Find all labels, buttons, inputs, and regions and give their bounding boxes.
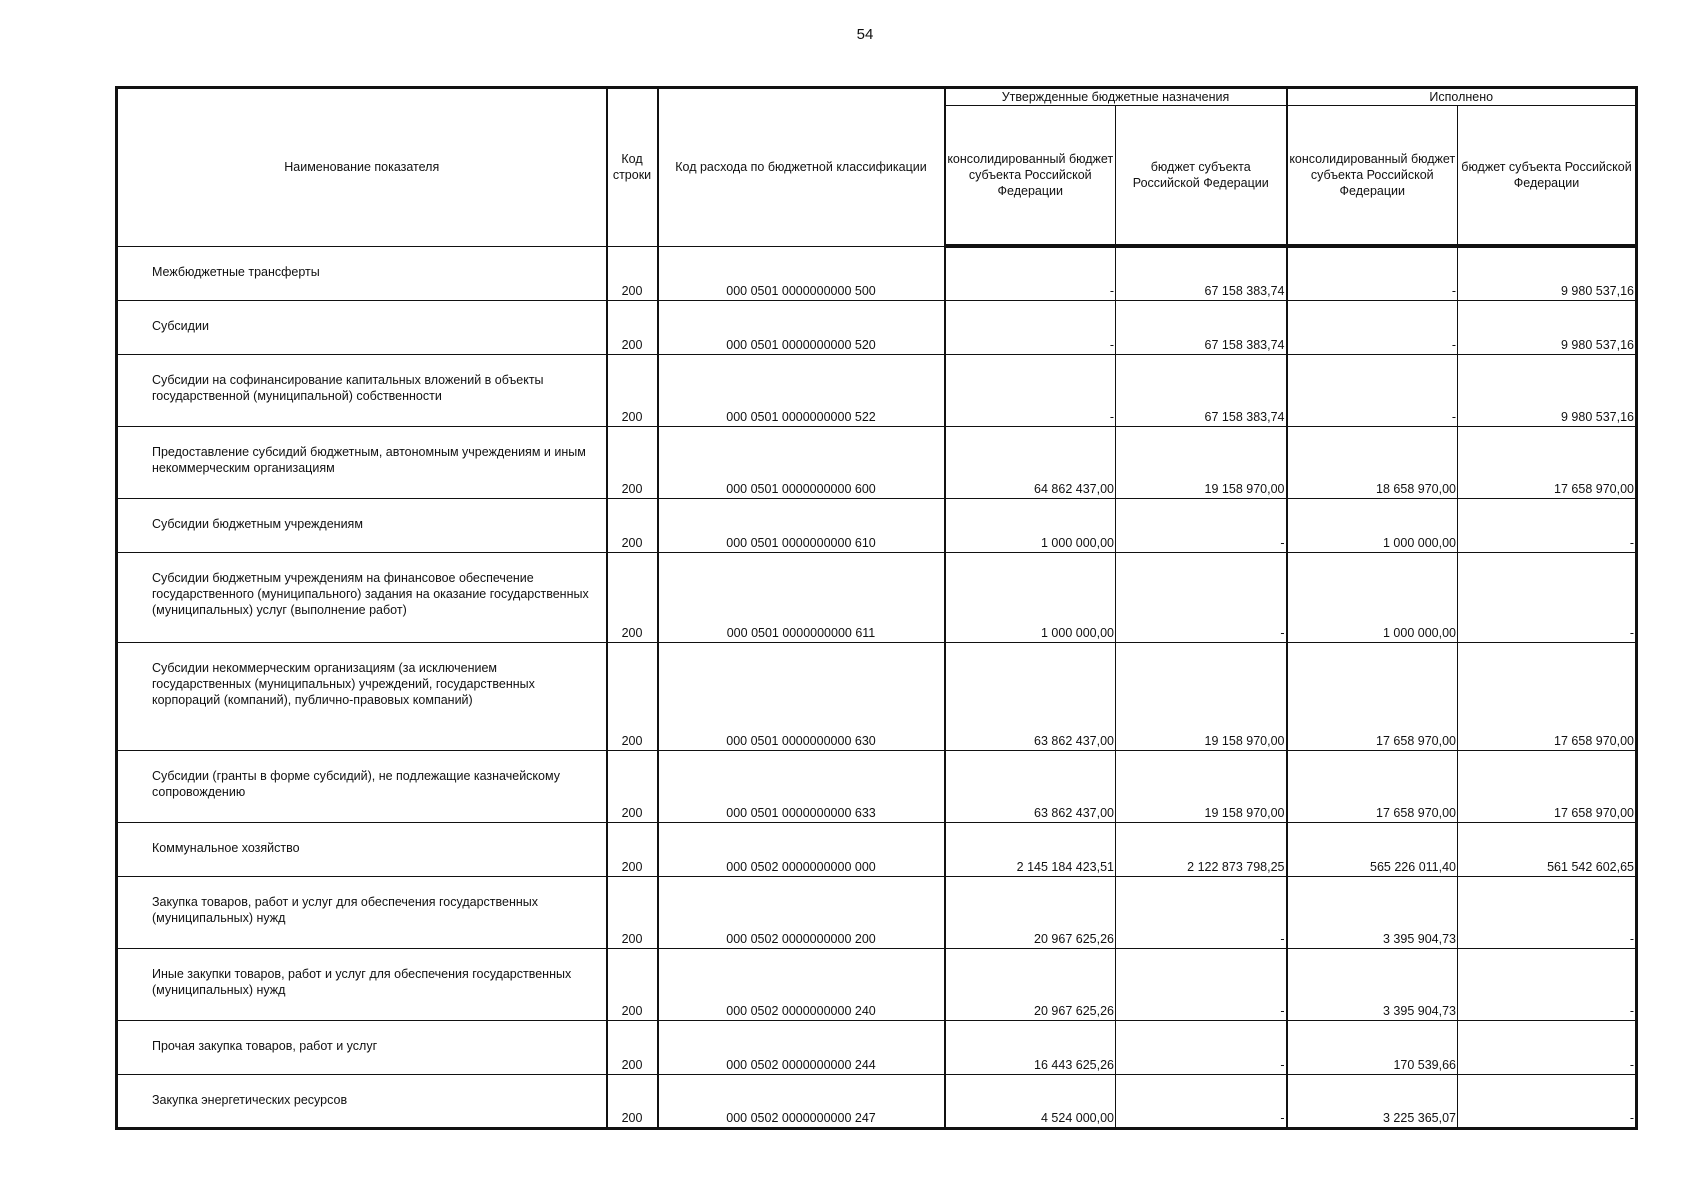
executed-consolidated: - [1287,300,1458,354]
table-row [117,1074,1637,1128]
executed-consolidated: 565 226 011,40 [1287,822,1458,876]
approved-subject: 19 158 970,00 [1116,642,1287,750]
header-executed-group: Исполнено [1287,88,1637,106]
executed-consolidated: 3 395 904,73 [1287,876,1458,948]
indicator-name: Субсидии [117,300,607,354]
expense-code: 000 0502 0000000000 247 [658,1074,945,1128]
approved-subject: - [1116,552,1287,642]
expense-code: 000 0501 0000000000 610 [658,498,945,552]
page-number: 54 [856,26,874,43]
line-code: 200 [607,498,658,552]
executed-consolidated: 17 658 970,00 [1287,642,1458,750]
executed-subject: - [1458,498,1637,552]
approved-consolidated: 1 000 000,00 [945,498,1116,552]
table-row [117,354,1637,426]
executed-consolidated: 1 000 000,00 [1287,498,1458,552]
executed-consolidated: 3 395 904,73 [1287,948,1458,1020]
approved-subject: - [1116,948,1287,1020]
executed-subject: 561 542 602,65 [1458,822,1637,876]
line-code: 200 [607,354,658,426]
expense-code: 000 0501 0000000000 522 [658,354,945,426]
expense-code: 000 0501 0000000000 633 [658,750,945,822]
header-line-code: Код строки [607,88,658,247]
approved-consolidated: - [945,354,1116,426]
executed-subject: - [1458,876,1637,948]
indicator-name: Закупка энергетических ресурсов [117,1074,607,1128]
approved-subject: - [1116,876,1287,948]
table-header [117,88,1637,247]
approved-subject: 2 122 873 798,25 [1116,822,1287,876]
approved-consolidated: 1 000 000,00 [945,552,1116,642]
line-code: 200 [607,750,658,822]
approved-subject: 19 158 970,00 [1116,750,1287,822]
table-row [117,822,1637,876]
executed-subject: - [1458,552,1637,642]
executed-subject: 9 980 537,16 [1458,246,1637,300]
executed-consolidated: 18 658 970,00 [1287,426,1458,498]
header-executed-consolidated: консолидированный бюджет субъекта Российской Федерации [1287,106,1458,247]
approved-consolidated: 64 862 437,00 [945,426,1116,498]
budget-report-table [115,86,1638,1130]
executed-consolidated: 170 539,66 [1287,1020,1458,1074]
line-code: 200 [607,948,658,1020]
executed-subject: - [1458,1074,1637,1128]
approved-consolidated: 63 862 437,00 [945,750,1116,822]
line-code: 200 [607,300,658,354]
approved-consolidated: 63 862 437,00 [945,642,1116,750]
indicator-name: Иные закупки товаров, работ и услуг для обеспечения государственных (муниципальных) нужд [117,948,607,1020]
executed-subject: 17 658 970,00 [1458,426,1637,498]
approved-consolidated: 16 443 625,26 [945,1020,1116,1074]
line-code: 200 [607,426,658,498]
table-row [117,246,1637,300]
approved-consolidated: 20 967 625,26 [945,948,1116,1020]
header-approved-consolidated: консолидированный бюджет субъекта Российской Федерации [945,106,1116,247]
indicator-name: Межбюджетные трансферты [117,246,607,300]
executed-consolidated: 3 225 365,07 [1287,1074,1458,1128]
approved-subject: 67 158 383,74 [1116,246,1287,300]
indicator-name: Субсидии некоммерческим организациям (за исключением государственных (муниципальных) учреждений, государственных корпораций (компаний), публично-правовых компаний) [117,642,607,750]
expense-code: 000 0501 0000000000 611 [658,552,945,642]
executed-consolidated: 1 000 000,00 [1287,552,1458,642]
table-row [117,426,1637,498]
header-approved-subject: бюджет субъекта Российской Федерации [1116,106,1287,247]
approved-subject: 19 158 970,00 [1116,426,1287,498]
table-body [117,246,1637,1128]
table-row [117,750,1637,822]
executed-subject: 9 980 537,16 [1458,300,1637,354]
header-approved-group: Утвержденные бюджетные назначения [945,88,1287,106]
executed-subject: 9 980 537,16 [1458,354,1637,426]
line-code: 200 [607,246,658,300]
approved-consolidated: 2 145 184 423,51 [945,822,1116,876]
expense-code: 000 0502 0000000000 244 [658,1020,945,1074]
approved-consolidated: 4 524 000,00 [945,1074,1116,1128]
indicator-name: Субсидии (гранты в форме субсидий), не подлежащие казначейскому сопровождению [117,750,607,822]
expense-code: 000 0501 0000000000 630 [658,642,945,750]
executed-consolidated: - [1287,354,1458,426]
table-row [117,498,1637,552]
executed-subject: 17 658 970,00 [1458,750,1637,822]
header-expense-code: Код расхода по бюджетной классификации [658,88,945,247]
executed-subject: - [1458,1020,1637,1074]
table-row [117,948,1637,1020]
line-code: 200 [607,552,658,642]
approved-subject: - [1116,498,1287,552]
expense-code: 000 0501 0000000000 500 [658,246,945,300]
expense-code: 000 0501 0000000000 520 [658,300,945,354]
line-code: 200 [607,876,658,948]
approved-consolidated: 20 967 625,26 [945,876,1116,948]
expense-code: 000 0502 0000000000 000 [658,822,945,876]
table-row [117,552,1637,642]
approved-subject: - [1116,1074,1287,1128]
executed-consolidated: 17 658 970,00 [1287,750,1458,822]
table-row [117,300,1637,354]
table-row [117,642,1637,750]
executed-subject: - [1458,948,1637,1020]
executed-consolidated: - [1287,246,1458,300]
approved-subject: 67 158 383,74 [1116,300,1287,354]
indicator-name: Коммунальное хозяйство [117,822,607,876]
line-code: 200 [607,1074,658,1128]
indicator-name: Прочая закупка товаров, работ и услуг [117,1020,607,1074]
approved-consolidated: - [945,300,1116,354]
table-row [117,1020,1637,1074]
indicator-name: Закупка товаров, работ и услуг для обеспечения государственных (муниципальных) нужд [117,876,607,948]
expense-code: 000 0502 0000000000 240 [658,948,945,1020]
expense-code: 000 0501 0000000000 600 [658,426,945,498]
executed-subject: 17 658 970,00 [1458,642,1637,750]
line-code: 200 [607,642,658,750]
expense-code: 000 0502 0000000000 200 [658,876,945,948]
indicator-name: Субсидии на софинансирование капитальных вложений в объекты государственной (муниципальной) собственности [117,354,607,426]
line-code: 200 [607,822,658,876]
approved-subject: 67 158 383,74 [1116,354,1287,426]
header-name: Наименование показателя [117,88,607,247]
indicator-name: Субсидии бюджетным учреждениям [117,498,607,552]
approved-subject: - [1116,1020,1287,1074]
table-row [117,876,1637,948]
header-executed-subject: бюджет субъекта Российской Федерации [1458,106,1637,247]
indicator-name: Субсидии бюджетным учреждениям на финансовое обеспечение государственного (муниципального) задания на оказание государственных (муниципальных) услуг (выполнение работ) [117,552,607,642]
line-code: 200 [607,1020,658,1074]
approved-consolidated: - [945,246,1116,300]
indicator-name: Предоставление субсидий бюджетным, автономным учреждениям и иным некоммерческим организациям [117,426,607,498]
